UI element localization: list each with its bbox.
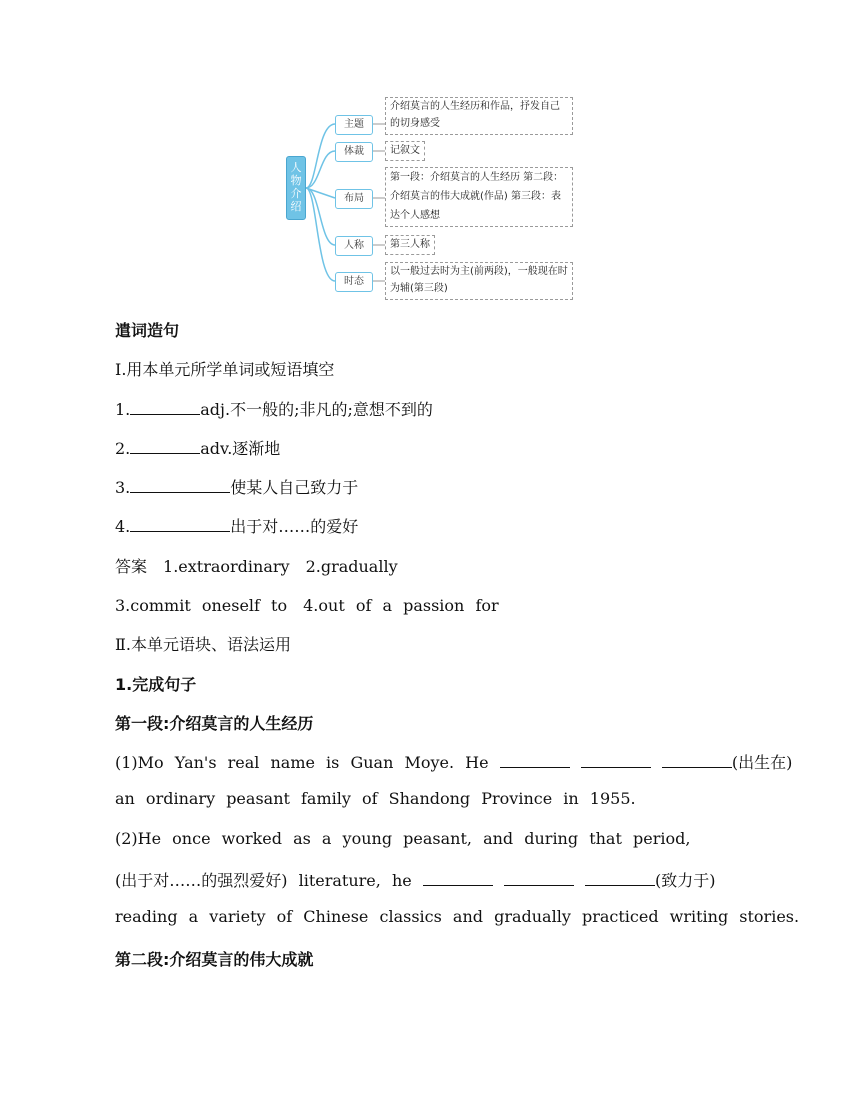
sentence-1-line-2: an ordinary peasant family of Shandong Province in 1955. — [115, 789, 636, 808]
sentence-2-line-3: reading a variety of Chinese classics and gradually practiced writing stories. — [115, 907, 800, 926]
vocab-item-2 — [115, 436, 280, 459]
part2-title: Ⅱ.本单元语块、语法运用 — [115, 635, 291, 654]
sentence-1-line-1 — [115, 750, 792, 773]
item-number: 3. — [115, 478, 131, 497]
item-text: 出于对……的爱好 — [230, 517, 359, 536]
sentence-2-line-1: (2)He once worked as a young peasant, and during that period, — [115, 829, 691, 848]
vocab-item-4 — [115, 514, 358, 537]
fill-blank[interactable] — [130, 517, 230, 532]
answer-label: 答案 — [115, 557, 148, 576]
vocab-item-3 — [115, 475, 358, 498]
branch-person-text: 第三人称 — [385, 235, 435, 255]
sentence-2-hint-2: (致力于) — [655, 871, 716, 890]
item-number: 2. — [115, 439, 131, 458]
branch-layout: 布局 — [335, 189, 373, 209]
fill-blank[interactable] — [581, 753, 651, 768]
branch-genre: 体裁 — [335, 142, 373, 162]
answers-1: 1.extraordinary 2.gradually — [163, 557, 398, 576]
branch-person: 人称 — [335, 236, 373, 256]
mind-map-root: 人物介绍 — [286, 156, 306, 220]
sentence-1-text: (1)Mo Yan's real name is Guan Moye. He — [115, 753, 489, 772]
branch-tense: 时态 — [335, 272, 373, 292]
branch-theme: 主题 — [335, 115, 373, 135]
item-number: 1. — [115, 400, 131, 419]
branch-genre-text: 记叙文 — [385, 141, 425, 161]
mind-map — [282, 92, 582, 304]
item-text: adj.不一般的;非凡的;意想不到的 — [200, 400, 433, 419]
branch-theme-text: 介绍莫言的人生经历和作品，抒发自己的切身感受 — [385, 97, 573, 135]
fill-blank[interactable] — [585, 871, 655, 886]
para2-title: 第二段:介绍莫言的伟大成就 — [115, 950, 314, 969]
sentence-2-line-2 — [115, 868, 716, 891]
item-text: 使某人自己致力于 — [230, 478, 359, 497]
fill-blank[interactable] — [130, 439, 200, 454]
item-number: 4. — [115, 517, 131, 536]
fill-blank[interactable] — [662, 753, 732, 768]
sentence-1-hint: (出生在) — [731, 753, 793, 772]
answer-line-1 — [115, 554, 398, 577]
para1-title: 第一段:介绍莫言的人生经历 — [115, 714, 314, 733]
sentence-2-hint-1: (出于对……的强烈爱好) — [115, 871, 288, 890]
item-text: adv.逐渐地 — [200, 439, 281, 458]
fill-blank[interactable] — [504, 871, 574, 886]
section-title: 遣词造句 — [115, 321, 180, 340]
branch-tense-text: 以一般过去时为主(前两段)，一般现在时为辅(第三段) — [385, 262, 573, 300]
sentence-2-mid: literature, he — [298, 871, 412, 890]
task1-title: 1.完成句子 — [115, 675, 197, 694]
fill-blank[interactable] — [130, 400, 200, 415]
fill-blank[interactable] — [130, 478, 230, 493]
branch-layout-text: 第一段：介绍莫言的人生经历 第二段：介绍莫言的伟大成就(作品) 第三段：表达个人感想 — [385, 167, 573, 227]
fill-blank[interactable] — [500, 753, 570, 768]
fill-blank[interactable] — [423, 871, 493, 886]
vocab-item-1 — [115, 397, 433, 420]
answers-2: 3.commit oneself to 4.out of a passion for — [115, 596, 499, 615]
part1-title: Ⅰ.用本单元所学单词或短语填空 — [115, 360, 335, 379]
